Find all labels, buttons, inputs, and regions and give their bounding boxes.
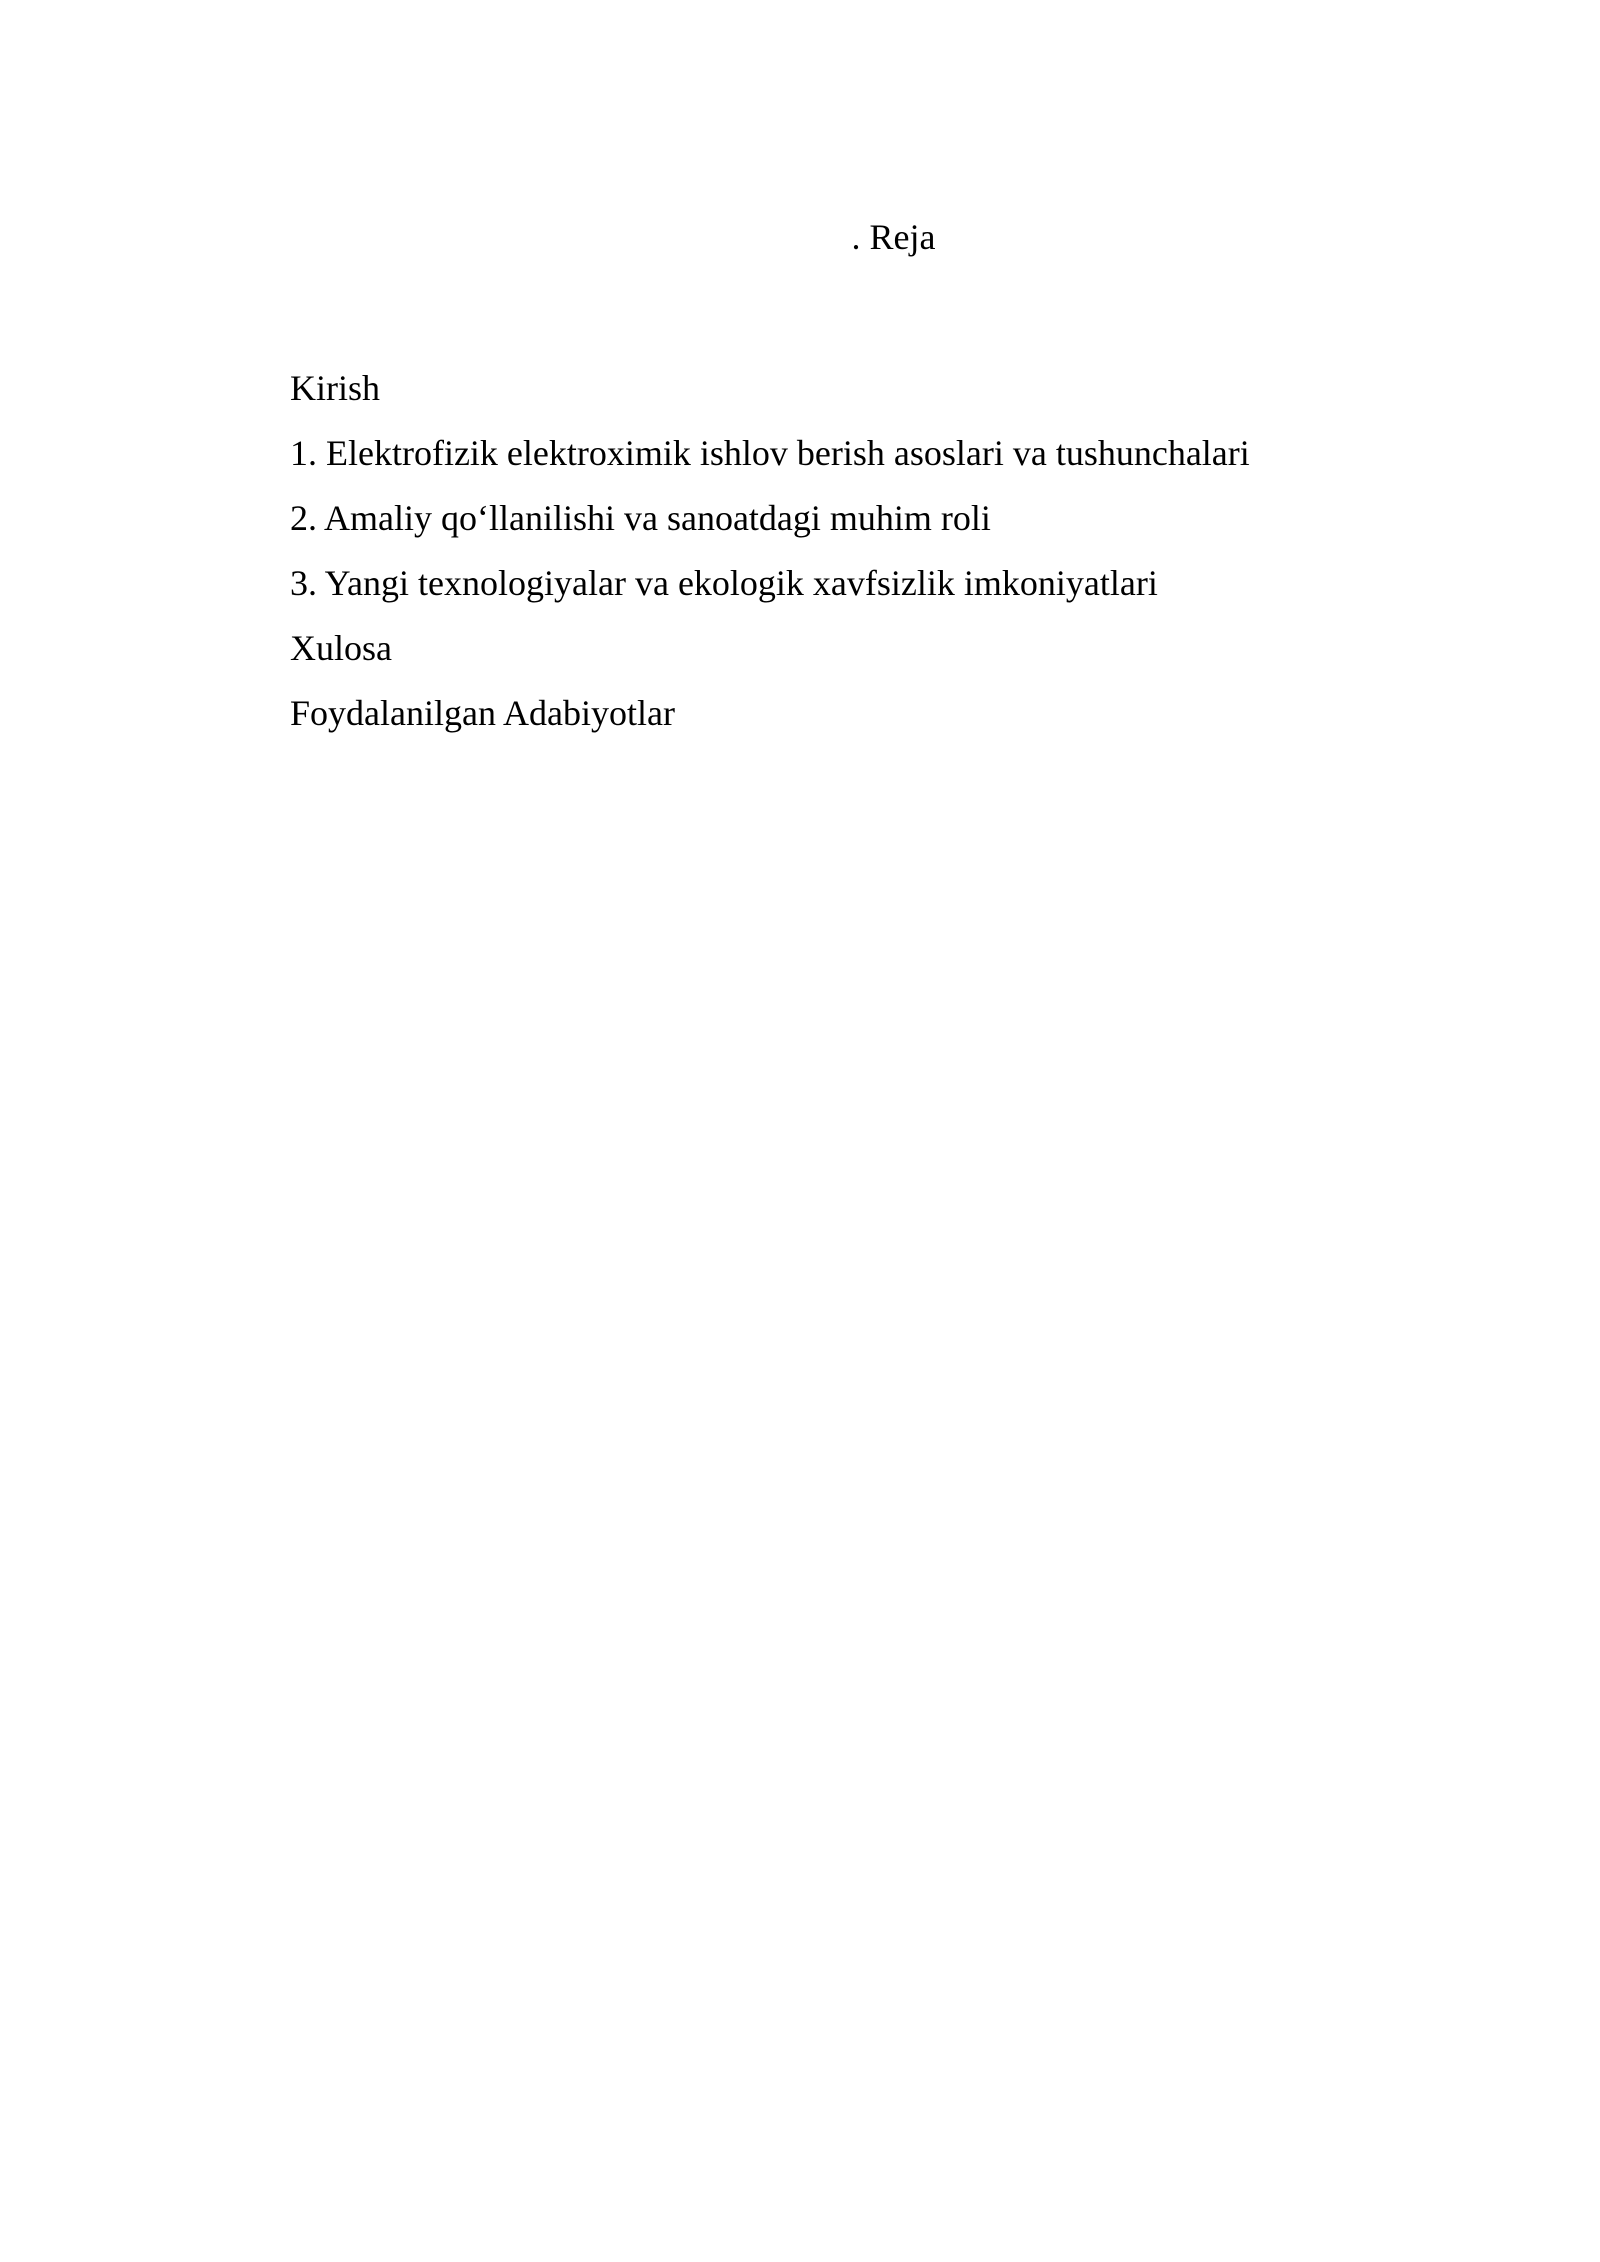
toc-item-conclusion: Xulosa	[290, 628, 392, 668]
toc-item-introduction: Kirish	[290, 368, 380, 408]
document-title: . Reja	[851, 217, 936, 257]
toc-item-section-3: 3. Yangi texnologiyalar va ekologik xavfsizlik imkoniyatlari	[290, 563, 1158, 603]
toc-item-section-2: 2. Amaliy qo‘llanilishi va sanoatdagi muhim roli	[290, 498, 991, 538]
toc-item-references: Foydalanilgan Adabiyotlar	[290, 693, 675, 733]
table-of-contents	[290, 356, 1490, 746]
toc-item-section-1: 1. Elektrofizik elektroximik ishlov berish asoslari va tushunchalari	[290, 433, 1250, 473]
